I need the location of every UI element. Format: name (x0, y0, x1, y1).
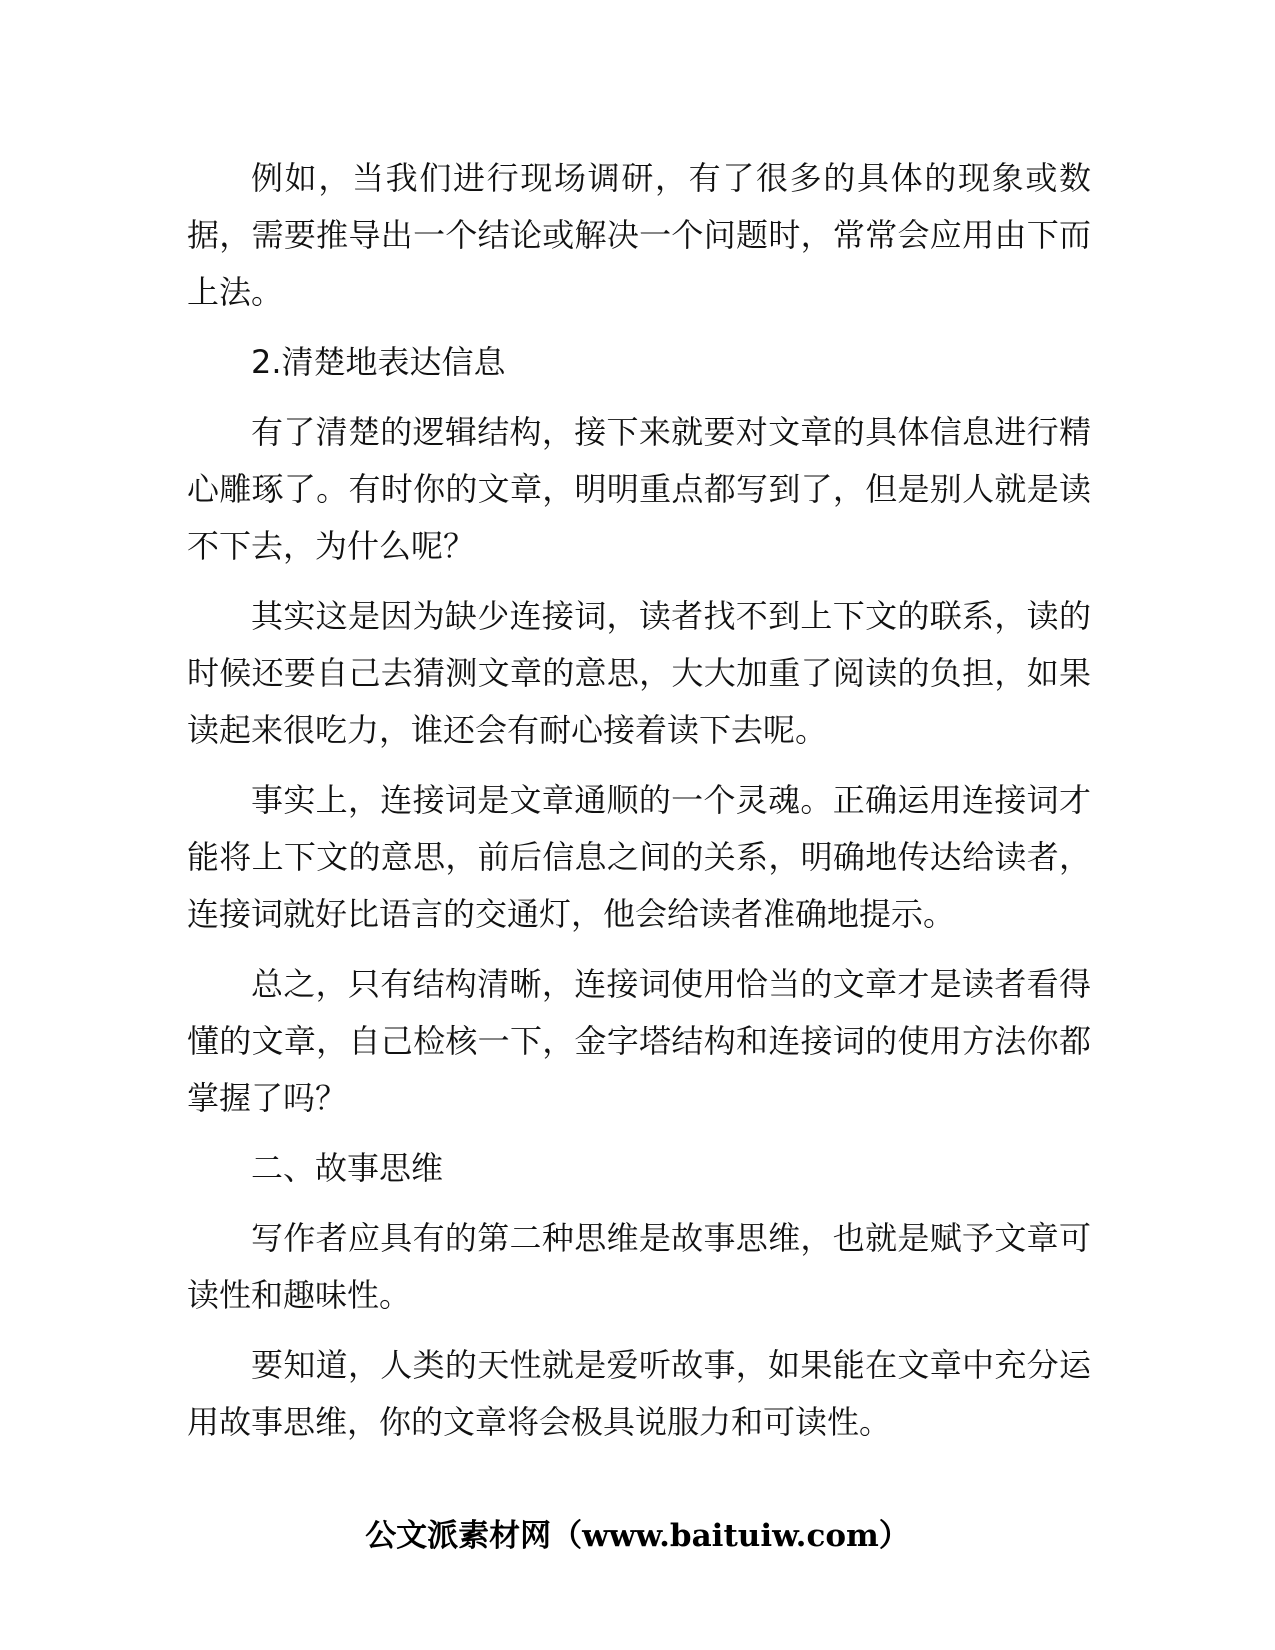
paragraph-human-nature: 要知道，人类的天性就是爱听故事，如果能在文章中充分运用故事思维，你的文章将会极具说服力和可读性。 (187, 1346, 1091, 1441)
section-heading-story-thinking: 二、故事思维 (251, 1149, 444, 1187)
paragraph-story-thinking-intro: 写作者应具有的第二种思维是故事思维，也就是赋予文章可读性和趣味性。 (187, 1219, 1091, 1314)
paragraph-summary: 总之，只有结构清晰，连接词使用恰当的文章才是读者看得懂的文章，自己检核一下，金字塔结构和连接词的使用方法你都掌握了吗？ (187, 965, 1091, 1117)
paragraph-connectives-soul: 事实上，连接词是文章通顺的一个灵魂。正确运用连接词才能将上下文的意思，前后信息之间的关系，明确地传达给读者，连接词就好比语言的交通灯，他会给读者准确地提示。 (187, 781, 1091, 933)
paragraph-field-research: 例如，当我们进行现场调研，有了很多的具体的现象或数据，需要推导出一个结论或解决一个问题时，常常会应用由下而上法。 (187, 159, 1091, 311)
section-heading-express-info: 2.清楚地表达信息 (251, 343, 506, 381)
paragraph-logic-structure: 有了清楚的逻辑结构，接下来就要对文章的具体信息进行精心雕琢了。有时你的文章，明明重点都写到了，但是别人就是读不下去，为什么呢？ (187, 413, 1091, 565)
paragraph-connectives-missing: 其实这是因为缺少连接词，读者找不到上下文的联系，读的时候还要自己去猜测文章的意思，大大加重了阅读的负担，如果读起来很吃力，谁还会有耐心接着读下去呢。 (187, 597, 1091, 749)
document-body (187, 150, 1091, 1464)
footer-watermark: 公文派素材网（www.baituiw.com） (365, 1518, 910, 1554)
